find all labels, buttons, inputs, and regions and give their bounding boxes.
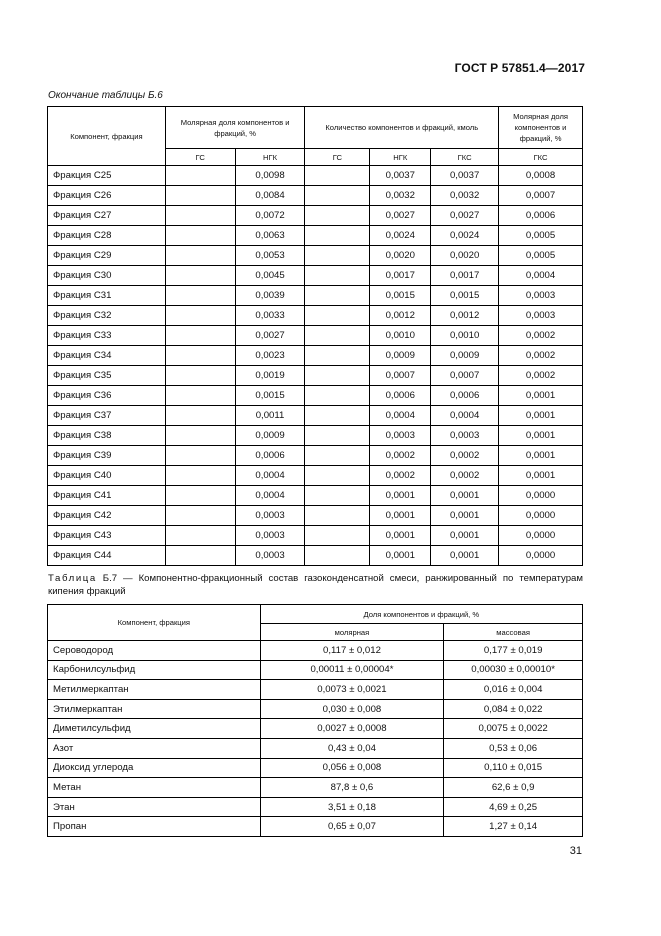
table-row bbox=[48, 366, 583, 386]
table-cell bbox=[305, 266, 370, 286]
row-label: Карбонилсульфид bbox=[48, 660, 261, 680]
table-row bbox=[48, 641, 583, 661]
table-cell: 0,0004 bbox=[431, 406, 499, 426]
table-row bbox=[48, 758, 583, 778]
table-cell: 0,0027 bbox=[370, 206, 431, 226]
table-row bbox=[48, 817, 583, 837]
table-cell bbox=[165, 486, 235, 506]
row-label: Фракция С42 bbox=[48, 506, 166, 526]
table-cell: 0,0073 ± 0,0021 bbox=[260, 680, 444, 700]
table-cell bbox=[165, 446, 235, 466]
row-label: Фракция С41 bbox=[48, 486, 166, 506]
table-cell: 0,0009 bbox=[235, 426, 305, 446]
table-cell bbox=[165, 506, 235, 526]
sub-header-gks: ГКС bbox=[431, 149, 499, 166]
table-cell bbox=[165, 306, 235, 326]
row-label: Метан bbox=[48, 778, 261, 798]
table-cell bbox=[305, 206, 370, 226]
table-cell: 0,0000 bbox=[499, 506, 583, 526]
table-cell bbox=[165, 186, 235, 206]
table-cell: 0,43 ± 0,04 bbox=[260, 738, 444, 758]
table-cell: 87,8 ± 0,6 bbox=[260, 778, 444, 798]
table-cell: 0,00011 ± 0,00004* bbox=[260, 660, 444, 680]
table-cell bbox=[165, 546, 235, 566]
table-row bbox=[48, 797, 583, 817]
row-label: Фракция С40 bbox=[48, 466, 166, 486]
table-cell: 62,6 ± 0,9 bbox=[444, 778, 583, 798]
table-cell: 0,0032 bbox=[370, 186, 431, 206]
col-header-molar-share: Молярная доля компонентов и фракций, % bbox=[165, 107, 305, 149]
table-cell bbox=[305, 406, 370, 426]
table-cell: 0,0001 bbox=[499, 406, 583, 426]
table-b7 bbox=[47, 604, 583, 837]
table-cell: 0,0002 bbox=[431, 466, 499, 486]
table-cell bbox=[305, 246, 370, 266]
table-cell bbox=[165, 326, 235, 346]
row-label: Фракция С26 bbox=[48, 186, 166, 206]
table-b6 bbox=[47, 106, 583, 566]
table6-caption: Окончание таблицы Б.6 bbox=[48, 90, 163, 101]
table-row bbox=[48, 486, 583, 506]
table-row bbox=[48, 426, 583, 446]
row-label: Азот bbox=[48, 738, 261, 758]
table-cell: 0,0003 bbox=[499, 286, 583, 306]
table-cell: 0,0001 bbox=[499, 386, 583, 406]
sub-header-gks: ГКС bbox=[499, 149, 583, 166]
table-cell: 0,0007 bbox=[370, 366, 431, 386]
table-cell: 0,0039 bbox=[235, 286, 305, 306]
table-cell: 0,117 ± 0,012 bbox=[260, 641, 444, 661]
table-cell: 0,177 ± 0,019 bbox=[444, 641, 583, 661]
table7-caption-text: Б.7 — Компонентно-фракционный состав газоконденсатной смеси, ранжированный по температурам кипения фракций bbox=[48, 573, 583, 597]
table-cell: 0,0012 bbox=[370, 306, 431, 326]
table-cell: 0,0000 bbox=[499, 486, 583, 506]
table-cell: 0,0098 bbox=[235, 166, 305, 186]
row-label: Фракция С37 bbox=[48, 406, 166, 426]
table-row bbox=[48, 206, 583, 226]
table-cell: 0,0001 bbox=[431, 506, 499, 526]
table-cell: 0,0004 bbox=[235, 466, 305, 486]
table-cell: 0,0006 bbox=[431, 386, 499, 406]
table-cell: 0,0003 bbox=[235, 546, 305, 566]
table-cell: 0,110 ± 0,015 bbox=[444, 758, 583, 778]
table-cell bbox=[165, 206, 235, 226]
table-cell: 0,0019 bbox=[235, 366, 305, 386]
table-row bbox=[48, 286, 583, 306]
table-cell: 0,0001 bbox=[499, 426, 583, 446]
table-row bbox=[48, 346, 583, 366]
table-cell: 0,0001 bbox=[370, 526, 431, 546]
row-label: Этан bbox=[48, 797, 261, 817]
table-cell bbox=[165, 386, 235, 406]
table-cell: 0,016 ± 0,004 bbox=[444, 680, 583, 700]
col-header-quantity: Количество компонентов и фракций, кмоль bbox=[305, 107, 499, 149]
table-cell: 0,030 ± 0,008 bbox=[260, 699, 444, 719]
table-cell: 0,0000 bbox=[499, 526, 583, 546]
table-row bbox=[48, 186, 583, 206]
table-cell bbox=[165, 346, 235, 366]
table-cell: 0,0007 bbox=[499, 186, 583, 206]
table-cell: 0,0006 bbox=[499, 206, 583, 226]
col-header-molar-share-gks: Молярная доля компонентов и фракций, % bbox=[499, 107, 583, 149]
table-cell: 0,0002 bbox=[370, 446, 431, 466]
table-cell: 0,0009 bbox=[370, 346, 431, 366]
col-header-component: Компонент, фракция bbox=[48, 605, 261, 641]
row-label: Сероводород bbox=[48, 641, 261, 661]
table7-caption-label: Таблица bbox=[48, 573, 97, 584]
table-cell: 0,0002 bbox=[431, 446, 499, 466]
table-cell bbox=[305, 506, 370, 526]
table-row bbox=[48, 680, 583, 700]
table-row bbox=[48, 166, 583, 186]
row-label: Фракция С44 bbox=[48, 546, 166, 566]
table-cell: 0,0003 bbox=[370, 426, 431, 446]
sub-header-molar: молярная bbox=[260, 624, 444, 641]
table-cell bbox=[305, 526, 370, 546]
table-cell: 0,0010 bbox=[431, 326, 499, 346]
table-cell bbox=[305, 386, 370, 406]
table-row bbox=[48, 506, 583, 526]
table-cell: 0,0003 bbox=[431, 426, 499, 446]
table-cell bbox=[165, 406, 235, 426]
row-label: Фракция С28 bbox=[48, 226, 166, 246]
table-cell bbox=[165, 226, 235, 246]
table-cell bbox=[305, 466, 370, 486]
table-cell: 0,0002 bbox=[499, 326, 583, 346]
row-label: Пропан bbox=[48, 817, 261, 837]
table-row bbox=[48, 226, 583, 246]
sub-header-ngk: НГК bbox=[370, 149, 431, 166]
table-cell: 0,0033 bbox=[235, 306, 305, 326]
sub-header-gs: ГС bbox=[305, 149, 370, 166]
row-label: Фракция С38 bbox=[48, 426, 166, 446]
table-cell: 0,0002 bbox=[499, 346, 583, 366]
table-cell: 0,0002 bbox=[499, 366, 583, 386]
table-cell bbox=[305, 446, 370, 466]
table-cell: 0,0005 bbox=[499, 226, 583, 246]
table-row bbox=[48, 466, 583, 486]
table-cell: 0,0011 bbox=[235, 406, 305, 426]
table-cell: 0,0001 bbox=[499, 446, 583, 466]
standard-number: ГОСТ Р 57851.4—2017 bbox=[454, 61, 585, 75]
row-label: Диметилсульфид bbox=[48, 719, 261, 739]
table-cell bbox=[165, 466, 235, 486]
table-row bbox=[48, 446, 583, 466]
table-row bbox=[48, 326, 583, 346]
page-number: 31 bbox=[569, 845, 582, 857]
table-cell: 0,0009 bbox=[431, 346, 499, 366]
table-cell: 0,0001 bbox=[370, 506, 431, 526]
table-cell: 0,0004 bbox=[235, 486, 305, 506]
table-cell: 0,0003 bbox=[499, 306, 583, 326]
table-cell: 0,0001 bbox=[499, 466, 583, 486]
table-cell: 0,0012 bbox=[431, 306, 499, 326]
table-cell bbox=[165, 286, 235, 306]
table-cell: 0,0063 bbox=[235, 226, 305, 246]
table-cell: 0,0006 bbox=[370, 386, 431, 406]
table-cell: 0,0002 bbox=[370, 466, 431, 486]
table-cell: 0,0015 bbox=[431, 286, 499, 306]
row-label: Фракция С29 bbox=[48, 246, 166, 266]
row-label: Фракция С31 bbox=[48, 286, 166, 306]
table-row bbox=[48, 738, 583, 758]
table-row bbox=[48, 699, 583, 719]
table-cell bbox=[305, 426, 370, 446]
table-row bbox=[48, 246, 583, 266]
table-cell: 0,0001 bbox=[431, 546, 499, 566]
table-cell: 0,0045 bbox=[235, 266, 305, 286]
col-header-component: Компонент, фракция bbox=[48, 107, 166, 166]
table-cell bbox=[165, 526, 235, 546]
table-cell: 0,0006 bbox=[235, 446, 305, 466]
table-cell: 0,084 ± 0,022 bbox=[444, 699, 583, 719]
table-cell bbox=[305, 366, 370, 386]
table-cell: 1,27 ± 0,14 bbox=[444, 817, 583, 837]
table-cell: 0,0004 bbox=[499, 266, 583, 286]
table-cell bbox=[305, 546, 370, 566]
table-cell: 0,0027 bbox=[431, 206, 499, 226]
table-cell: 0,0037 bbox=[370, 166, 431, 186]
table-cell: 0,0001 bbox=[431, 526, 499, 546]
table-cell: 0,0053 bbox=[235, 246, 305, 266]
table-cell bbox=[305, 346, 370, 366]
table-cell bbox=[305, 166, 370, 186]
table-cell: 0,0020 bbox=[370, 246, 431, 266]
table-cell: 0,0015 bbox=[235, 386, 305, 406]
table-cell: 0,0001 bbox=[370, 486, 431, 506]
table-cell: 0,0072 bbox=[235, 206, 305, 226]
row-label: Фракция С33 bbox=[48, 326, 166, 346]
table-cell bbox=[305, 306, 370, 326]
table-row bbox=[48, 719, 583, 739]
table-cell: 0,0017 bbox=[370, 266, 431, 286]
table-cell: 0,0027 bbox=[235, 326, 305, 346]
table-cell: 0,0037 bbox=[431, 166, 499, 186]
table-cell: 0,0008 bbox=[499, 166, 583, 186]
table-row bbox=[48, 526, 583, 546]
table-cell: 0,0003 bbox=[235, 526, 305, 546]
table7-caption bbox=[48, 572, 583, 598]
table-cell bbox=[305, 326, 370, 346]
row-label: Фракция С36 bbox=[48, 386, 166, 406]
table-row bbox=[48, 778, 583, 798]
table-cell bbox=[165, 166, 235, 186]
table-cell: 0,0003 bbox=[235, 506, 305, 526]
table-cell: 0,00030 ± 0,00010* bbox=[444, 660, 583, 680]
table-row bbox=[48, 266, 583, 286]
table-cell: 0,0010 bbox=[370, 326, 431, 346]
table-cell bbox=[165, 426, 235, 446]
table-cell: 0,0001 bbox=[431, 486, 499, 506]
row-label: Диоксид углерода bbox=[48, 758, 261, 778]
table-cell bbox=[305, 486, 370, 506]
table-cell: 0,0017 bbox=[431, 266, 499, 286]
row-label: Фракция С25 bbox=[48, 166, 166, 186]
row-label: Фракция С27 bbox=[48, 206, 166, 226]
table-cell bbox=[305, 286, 370, 306]
col-header-share: Доля компонентов и фракций, % bbox=[260, 605, 582, 624]
table-cell: 0,0015 bbox=[370, 286, 431, 306]
row-label: Фракция С32 bbox=[48, 306, 166, 326]
table-cell: 0,0020 bbox=[431, 246, 499, 266]
table-cell: 0,65 ± 0,07 bbox=[260, 817, 444, 837]
row-label: Этилмеркаптан bbox=[48, 699, 261, 719]
sub-header-ngk: НГК bbox=[235, 149, 305, 166]
row-label: Метилмеркаптан bbox=[48, 680, 261, 700]
table-cell: 0,056 ± 0,008 bbox=[260, 758, 444, 778]
table-cell: 0,0023 bbox=[235, 346, 305, 366]
sub-header-mass: массовая bbox=[444, 624, 583, 641]
table-cell: 0,0075 ± 0,0022 bbox=[444, 719, 583, 739]
table-cell: 0,53 ± 0,06 bbox=[444, 738, 583, 758]
table-cell bbox=[305, 186, 370, 206]
table-cell: 0,0032 bbox=[431, 186, 499, 206]
table-cell bbox=[165, 246, 235, 266]
table-cell bbox=[165, 366, 235, 386]
table-row bbox=[48, 660, 583, 680]
table-cell: 0,0027 ± 0,0008 bbox=[260, 719, 444, 739]
table-cell: 0,0024 bbox=[370, 226, 431, 246]
table-row bbox=[48, 386, 583, 406]
row-label: Фракция С35 bbox=[48, 366, 166, 386]
row-label: Фракция С34 bbox=[48, 346, 166, 366]
table-cell: 0,0001 bbox=[370, 546, 431, 566]
table-row bbox=[48, 546, 583, 566]
table-cell: 0,0000 bbox=[499, 546, 583, 566]
table-row bbox=[48, 306, 583, 326]
table-row bbox=[48, 406, 583, 426]
table-cell: 0,0084 bbox=[235, 186, 305, 206]
table-cell: 0,0007 bbox=[431, 366, 499, 386]
row-label: Фракция С30 bbox=[48, 266, 166, 286]
table-cell: 0,0005 bbox=[499, 246, 583, 266]
table-cell: 3,51 ± 0,18 bbox=[260, 797, 444, 817]
table-cell bbox=[305, 226, 370, 246]
row-label: Фракция С43 bbox=[48, 526, 166, 546]
row-label: Фракция С39 bbox=[48, 446, 166, 466]
table-cell: 0,0024 bbox=[431, 226, 499, 246]
table-cell: 4,69 ± 0,25 bbox=[444, 797, 583, 817]
table-cell: 0,0004 bbox=[370, 406, 431, 426]
sub-header-gs: ГС bbox=[165, 149, 235, 166]
table-cell bbox=[165, 266, 235, 286]
